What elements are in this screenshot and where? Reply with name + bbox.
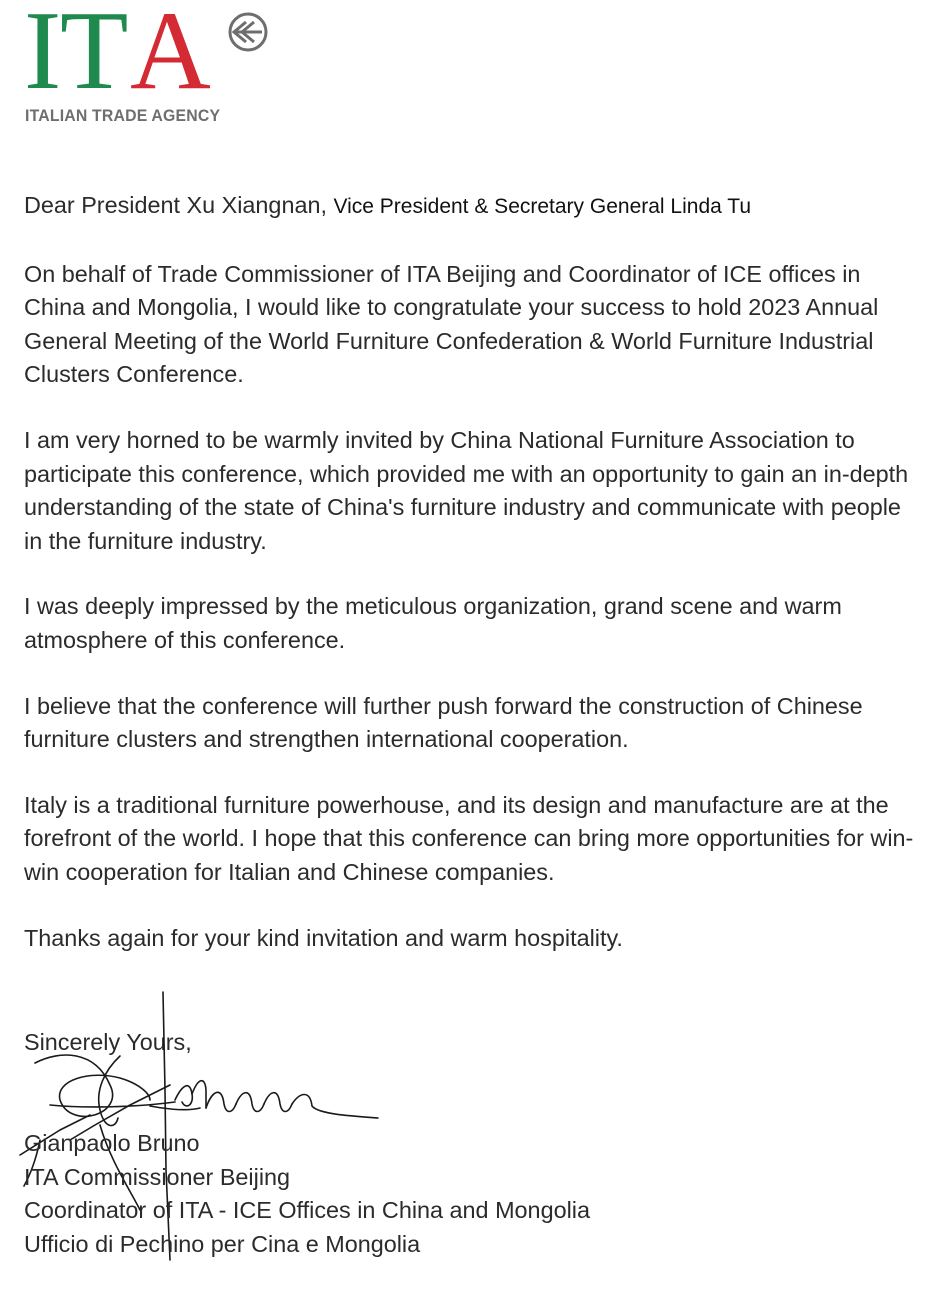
- signatory-title: ITA Commissioner Beijing: [24, 1163, 291, 1190]
- svg-text:I: I: [24, 0, 62, 100]
- paragraph-italy: Italy is a traditional furniture powerhouse, and its design and manufacture are at the forefront of the world. I hope that this conference can bring more opportunities for win-win cooperation for Italian and Chinese companies.: [24, 791, 914, 885]
- ita-arrows-icon: [230, 14, 266, 50]
- paragraph-congratulations: On behalf of Trade Commissioner of ITA Beijing and Coordinator of ICE offices in China and Mongolia, I would like to congratulate your success to hold 2023 Annual General Meeting of the World Furniture Confederation & World Furniture Industrial Clusters Conference.: [24, 260, 879, 388]
- ita-logo-mark: [24, 0, 269, 100]
- paragraph-invitation: I am very horned to be warmly invited by China National Furniture Association to participate this conference, which provided me with an opportunity to gain an in-depth understanding of the state of China's furniture industry and communicate with people in the furniture industry.: [24, 426, 909, 554]
- paragraph-thanks: Thanks again for your kind invitation and warm hospitality.: [24, 924, 623, 951]
- svg-text:T: T: [60, 0, 129, 100]
- signature-block: [24, 1127, 590, 1261]
- paragraph-impression: I was deeply impressed by the meticulous organization, grand scene and warm atmosphere of this conference.: [24, 593, 842, 653]
- logo-tagline: ITALIAN TRADE AGENCY: [25, 106, 221, 125]
- closing: Sincerely Yours,: [24, 1029, 192, 1055]
- recipients: Vice President & Secretary General Linda Tu: [333, 195, 751, 218]
- svg-text:A: A: [130, 0, 211, 100]
- letter-body: [24, 189, 919, 987]
- signatory-name: Gianpaolo Bruno: [24, 1130, 200, 1156]
- signatory-office: Ufficio di Pechino per Cina e Mongolia: [24, 1230, 421, 1257]
- salutation-line: [24, 189, 919, 224]
- signatory-role: Coordinator of ITA - ICE Offices in China and Mongolia: [24, 1197, 590, 1224]
- ita-logo: [24, 0, 274, 130]
- paragraph-clusters: I believe that the conference will further push forward the construction of Chinese furniture clusters and strengthen international cooperation.: [24, 692, 863, 753]
- salutation: Dear President Xu Xiangnan,: [24, 192, 327, 218]
